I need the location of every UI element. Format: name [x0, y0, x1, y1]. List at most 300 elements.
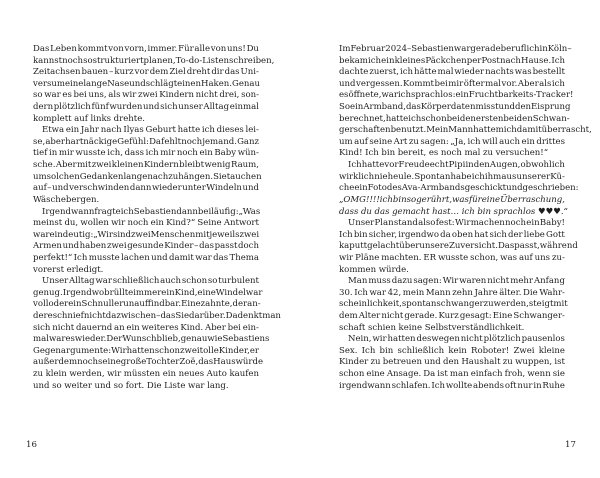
word: war: [195, 252, 212, 263]
word: Armen: [33, 241, 62, 252]
word: 30.: [339, 287, 353, 298]
word: war: [245, 287, 263, 298]
text-line: [33, 299, 259, 311]
word: Jahre: [474, 287, 498, 298]
word: solchen: [46, 171, 80, 182]
word: deswegen: [416, 334, 460, 345]
word: se,: [33, 136, 46, 147]
word: des: [386, 183, 402, 194]
word: ER: [423, 252, 437, 263]
word: ich: [408, 113, 422, 124]
word: Raum,: [230, 160, 259, 171]
text-line: [339, 113, 570, 126]
word: Haushalt: [461, 357, 501, 368]
word: froh,: [504, 369, 526, 380]
word: Ich: [431, 380, 445, 391]
word: Die: [523, 287, 538, 298]
word: älter.: [499, 287, 522, 298]
text-line: [339, 125, 592, 137]
word: als: [108, 90, 121, 101]
word: du: [360, 206, 372, 217]
word: bin: [381, 148, 396, 159]
word: versum: [33, 78, 65, 89]
word: Da: [149, 136, 162, 147]
word: wie: [207, 334, 223, 345]
word: Das: [33, 44, 50, 54]
word: das: [160, 311, 176, 322]
word: damit: [516, 125, 542, 136]
word: hartnäckige: [65, 136, 118, 147]
right-page-text: [339, 44, 592, 392]
word: Aber: [205, 322, 226, 333]
text-line: [33, 357, 264, 369]
text-line: [33, 148, 259, 160]
word: Eine: [181, 299, 201, 310]
word: Windeln: [206, 183, 242, 194]
word: Gott: [546, 229, 565, 240]
word: den: [515, 102, 532, 113]
word: betreuen: [382, 357, 422, 368]
word: Kurz: [438, 311, 459, 322]
word: werden,: [69, 369, 105, 380]
word: dem: [339, 311, 358, 322]
word: Mann: [425, 287, 451, 298]
text-line: [33, 183, 259, 195]
word: unter: [182, 183, 206, 194]
word: gesunde: [127, 241, 164, 252]
word: Zwei: [513, 345, 535, 356]
word: ein: [354, 183, 368, 194]
word: heule.: [387, 171, 415, 182]
word: 42,: [387, 287, 402, 298]
word: das: [224, 67, 240, 78]
word: Ich: [365, 148, 379, 159]
word: beiläufig:: [197, 206, 239, 217]
word: wusste: [438, 252, 469, 263]
text-line: [339, 241, 578, 253]
word: du,: [64, 218, 79, 229]
word: von: [210, 44, 227, 54]
word: schließlich: [112, 276, 160, 287]
text-line: [33, 253, 259, 265]
word: Wir: [454, 218, 471, 229]
word: Geburt: [145, 125, 176, 136]
word: an: [113, 322, 125, 333]
word: vor: [384, 160, 399, 171]
word: den: [459, 113, 476, 124]
word: nicht: [487, 276, 510, 287]
word: sagen:: [413, 276, 442, 287]
word: beruflich: [500, 44, 540, 54]
word: dem: [149, 67, 169, 78]
word: in: [465, 160, 474, 171]
word: Sebastiens: [222, 334, 270, 345]
word: unsere: [419, 241, 449, 252]
word: mal: [485, 78, 502, 89]
word: zu: [408, 136, 419, 147]
word: spontan: [401, 299, 437, 310]
word: Menschen: [150, 229, 196, 240]
word: kaputtgelacht: [339, 241, 400, 252]
word: wir: [339, 252, 354, 263]
word: Plan: [374, 218, 394, 229]
word: mal: [437, 67, 454, 78]
word: hatten: [387, 334, 416, 345]
word: damit: [169, 252, 194, 263]
word: also: [418, 218, 436, 229]
word: ich: [551, 78, 565, 89]
word: wuppen,: [515, 357, 553, 368]
text-line: [339, 276, 565, 288]
word: ich: [397, 90, 411, 101]
word: turbulent: [218, 276, 259, 287]
word: noch: [77, 357, 99, 368]
word: dachte: [339, 67, 369, 78]
word: ist: [437, 369, 448, 380]
word: darüber.: [189, 311, 226, 322]
word: ich: [120, 206, 134, 217]
word: geschickt: [464, 183, 507, 194]
word: –: [156, 311, 161, 322]
text-line: [33, 334, 270, 346]
word: Gefühl:: [117, 136, 149, 147]
word: war: [381, 90, 398, 101]
word: würde: [235, 357, 264, 368]
word: zwei: [106, 241, 127, 252]
word: Foto: [367, 183, 387, 194]
text-line: [339, 67, 565, 79]
word: ist: [554, 357, 565, 368]
word: weiter: [64, 380, 92, 391]
word: sprachlos:: [410, 90, 456, 101]
word: nicht: [83, 311, 106, 322]
word: musste: [88, 252, 120, 263]
word: das: [198, 357, 214, 368]
word: den: [473, 160, 490, 171]
word: weiteres: [141, 322, 179, 333]
word: Alter: [358, 311, 381, 322]
text-line: [33, 311, 281, 323]
word: vorerst: [33, 264, 65, 275]
word: drehte.: [113, 113, 145, 124]
word: schnief: [52, 311, 84, 322]
word: schlägt: [145, 78, 178, 89]
word: abends: [473, 380, 505, 391]
word: Kindern: [159, 90, 194, 101]
text-line: [33, 171, 262, 184]
word: und: [62, 241, 80, 252]
word: so: [207, 276, 218, 287]
word: bauen: [81, 67, 109, 78]
word: noch: [181, 136, 203, 147]
word: zu: [502, 357, 513, 368]
word: an-: [247, 299, 261, 310]
word: wenig: [204, 160, 231, 171]
word: son-: [241, 90, 259, 101]
word: Post: [481, 55, 500, 66]
word: neues: [178, 369, 205, 380]
word: Schwan-: [532, 113, 570, 124]
word: und: [242, 183, 259, 194]
word: wir: [107, 369, 122, 380]
word: Irgendwo: [62, 287, 105, 298]
word: es: [339, 90, 349, 101]
word: vorn,: [124, 44, 147, 54]
word: Gegenargumente:: [33, 345, 112, 356]
word: erledigt.: [66, 264, 104, 275]
word: Zoë,: [179, 357, 199, 368]
word: dir: [211, 67, 224, 78]
word: wenn: [527, 369, 551, 380]
text-line: [33, 207, 259, 219]
word: bin: [392, 194, 407, 205]
word: ein: [526, 218, 540, 229]
word: war: [188, 380, 205, 391]
word: unserer: [516, 171, 551, 182]
word: Eine: [492, 311, 513, 322]
word: Fruchtbarkeits-Tracker!: [468, 90, 574, 101]
word: Unser: [42, 276, 69, 287]
text-line: [339, 381, 565, 393]
word: Sebastien: [133, 206, 177, 217]
word: Köln: [547, 44, 568, 54]
text-line: [339, 160, 565, 172]
word: sche.: [33, 160, 56, 171]
word: Ganz: [237, 136, 259, 147]
text-line: [339, 56, 565, 68]
word: Leben: [50, 44, 77, 54]
word: um: [339, 136, 353, 147]
word: zu-: [552, 252, 565, 263]
word: schlafen.: [391, 380, 431, 391]
word: Ruhe: [542, 380, 565, 391]
word: genau: [180, 334, 208, 345]
word: Man: [348, 276, 368, 287]
word: drei,: [219, 90, 240, 101]
word: muss: [368, 276, 391, 287]
word: Thema: [229, 252, 259, 263]
word: Kinder,: [218, 345, 250, 356]
word: Ich: [354, 287, 368, 298]
word: wir: [111, 218, 126, 229]
word: jemand.: [202, 136, 237, 147]
word: hatte: [177, 125, 201, 136]
word: so: [83, 55, 93, 66]
word: bin: [353, 229, 368, 240]
word: keine: [398, 322, 423, 333]
word: uns!: [226, 44, 246, 54]
word: noch: [176, 148, 198, 159]
word: bereit,: [397, 148, 427, 159]
word: lang.: [207, 380, 229, 391]
word: –: [407, 44, 412, 54]
word: Die: [146, 380, 162, 391]
word: war: [95, 276, 112, 287]
word: Windel: [215, 287, 246, 298]
word: mit: [553, 299, 568, 310]
text-line: [33, 125, 259, 137]
word: obwohl: [520, 160, 552, 171]
word: überrascht,: [541, 125, 592, 136]
word: und: [498, 102, 515, 113]
text-line: [339, 346, 565, 358]
word: wurden: [109, 102, 143, 113]
word: kleinen: [111, 160, 144, 171]
word: berechnet,: [339, 113, 386, 124]
word: Seine: [197, 218, 222, 229]
word: ihm: [484, 171, 502, 182]
word: Aber: [55, 160, 77, 171]
word: ein: [162, 369, 177, 380]
word: über: [399, 241, 420, 252]
word: kurz: [114, 67, 134, 78]
word: Zuversicht.: [448, 241, 498, 252]
word: Der: [106, 334, 123, 345]
word: zu: [33, 369, 44, 380]
word: unser: [178, 102, 203, 113]
word: so: [113, 380, 124, 391]
word: ich: [461, 206, 475, 217]
text-line: [339, 137, 565, 149]
word: aus: [501, 171, 517, 182]
word: Haken.: [201, 78, 233, 89]
word: ein: [455, 90, 469, 101]
text-line: [33, 381, 259, 393]
word: pausenlos: [521, 334, 565, 345]
word: liebe: [523, 229, 545, 240]
word: ich: [400, 67, 414, 78]
text-line: [339, 357, 565, 369]
word: nicht: [195, 90, 218, 101]
word: „Was: [238, 206, 261, 217]
word: ich: [145, 148, 159, 159]
word: fehlt: [161, 136, 182, 147]
text-line: [33, 276, 259, 288]
word: einmal: [229, 102, 259, 113]
word: voll: [33, 299, 49, 310]
word: bin: [379, 345, 394, 356]
word: war: [453, 44, 471, 54]
word: bin: [477, 206, 492, 217]
word: ich: [379, 194, 393, 205]
word: blieb,: [156, 334, 181, 345]
word: Ich: [339, 229, 353, 240]
word: kleine: [538, 345, 565, 356]
word: werden,: [493, 299, 529, 310]
word: in: [533, 380, 542, 391]
word: ein: [150, 218, 164, 229]
word: der: [232, 299, 248, 310]
text-line: [339, 183, 579, 195]
word: Baby!: [539, 218, 565, 229]
word: lachen: [121, 252, 150, 263]
word: mit: [77, 160, 92, 171]
word: scheinlichkeit,: [339, 299, 402, 310]
word: wieder: [151, 183, 182, 194]
word: ein: [126, 322, 140, 333]
word: das: [199, 241, 215, 252]
word: in: [49, 148, 58, 159]
word: noch: [505, 218, 526, 229]
word: brüllte: [104, 287, 134, 298]
word: ein: [381, 55, 395, 66]
word: Ich: [73, 252, 88, 263]
word: Nein,: [348, 334, 372, 345]
word: als: [539, 78, 552, 89]
word: nicht: [52, 322, 75, 333]
word: es: [65, 334, 75, 345]
word: auch: [160, 276, 182, 287]
word: eine: [64, 78, 84, 89]
word: nur: [517, 380, 533, 391]
word: ein-: [242, 322, 259, 333]
word: nachts: [485, 67, 514, 78]
word: Mann: [448, 125, 474, 136]
text-line: [339, 44, 572, 56]
word: zehn: [452, 287, 473, 298]
word: mal: [464, 148, 481, 159]
word: und: [424, 357, 441, 368]
word: Ilyas: [123, 125, 144, 136]
word: geschrieben:: [522, 183, 579, 194]
text-line: [339, 334, 565, 346]
text-line: [339, 206, 568, 219]
text-line: [339, 369, 565, 381]
word: plötzlich: [483, 334, 521, 345]
word: bei: [227, 322, 241, 333]
word: Tochter: [146, 357, 180, 368]
text-line: [339, 311, 565, 323]
word: Augen,: [489, 160, 521, 171]
word: war: [48, 334, 66, 345]
word: dieses: [216, 125, 244, 136]
word: gerschaften: [339, 125, 391, 136]
word: Selbstverständlichkeit.: [424, 322, 525, 333]
word: gesagt:: [459, 311, 492, 322]
word: Du: [246, 44, 259, 54]
word: planen,: [143, 55, 176, 66]
word: dauernd: [75, 322, 113, 333]
word: gerade.: [404, 311, 438, 322]
word: dere: [33, 311, 53, 322]
word: Hause.: [520, 55, 552, 66]
word: Auto: [206, 369, 227, 380]
word: lange: [83, 78, 108, 89]
word: Pläne: [355, 252, 380, 263]
word: uns: [534, 252, 551, 263]
word: strukturiert: [92, 55, 144, 66]
word: waren: [459, 276, 487, 287]
text-line: [339, 102, 571, 114]
word: seine: [369, 136, 393, 147]
word: vergessen.: [355, 78, 403, 89]
word: nach: [499, 55, 521, 66]
page-number-right: 17: [565, 440, 576, 450]
word: dass: [339, 206, 359, 217]
word: Nase: [107, 78, 130, 89]
word: müssten: [123, 369, 161, 380]
word: Kind!: [339, 148, 363, 159]
word: Ansage.: [386, 369, 422, 380]
word: che: [339, 183, 355, 194]
word: passt,: [514, 241, 540, 252]
text-line: [339, 253, 565, 265]
text-line: [339, 288, 565, 300]
word: außerdem: [33, 357, 78, 368]
word: Kindern: [143, 160, 179, 171]
word: klein: [45, 369, 67, 380]
word: mich: [495, 125, 517, 136]
